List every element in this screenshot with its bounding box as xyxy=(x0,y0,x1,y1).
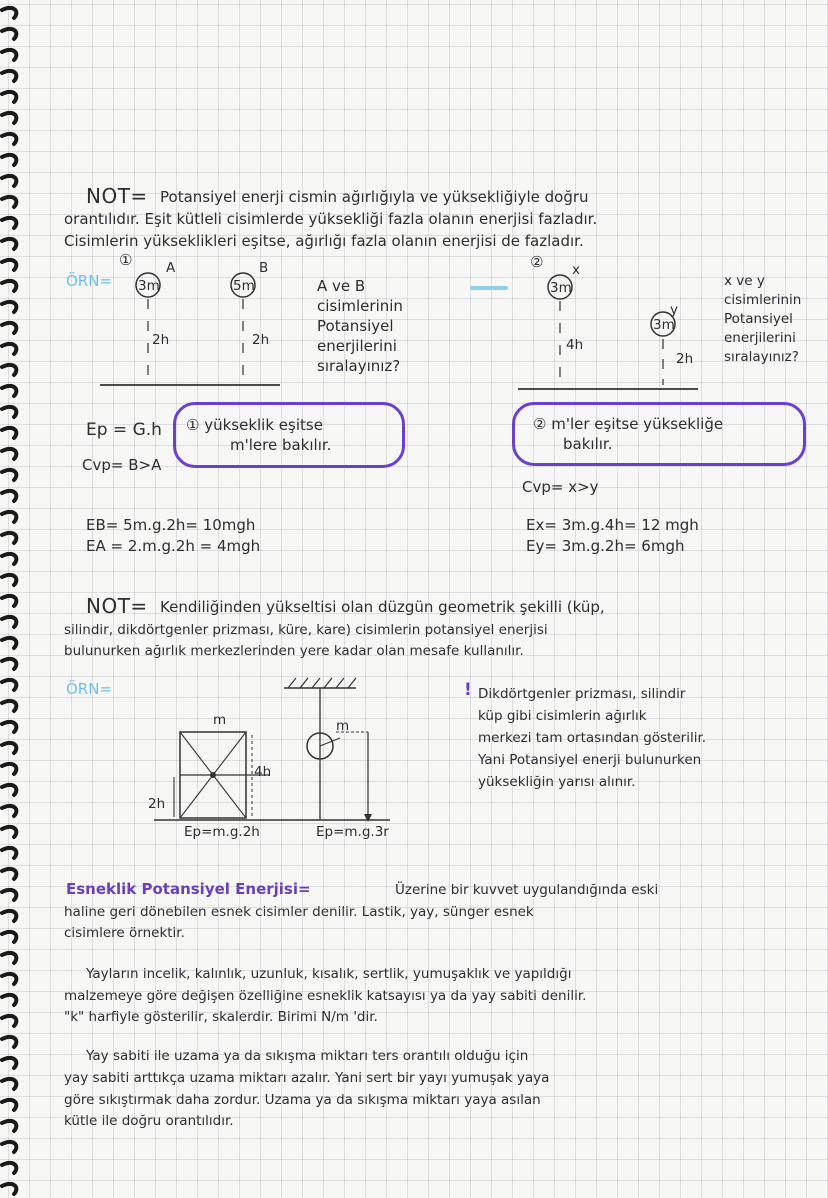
point-y-label: y xyxy=(670,302,678,318)
height-b-label: 2h xyxy=(252,332,270,348)
calc-ea: EA = 2.m.g.2h = 4mgh xyxy=(86,537,261,555)
spiral-ring xyxy=(2,575,16,585)
rule2-line: bakılır. xyxy=(563,435,613,453)
spiral-ring xyxy=(2,932,16,942)
elastic-para3-line: kütle ile doğru orantılıdır. xyxy=(64,1113,234,1129)
spiral-ring xyxy=(2,1163,16,1173)
rule1-line: ① yükseklik eşitse xyxy=(186,416,323,434)
half-height-label: 2h xyxy=(148,796,166,812)
spiral-ring xyxy=(2,449,16,459)
order-1: Cvp= B>A xyxy=(82,456,162,474)
calc-eb: EB= 5m.g.2h= 10mgh xyxy=(86,516,256,534)
spiral-ring xyxy=(2,197,16,207)
side-note-line: Yani Potansiyel enerji bulunurken xyxy=(478,752,702,768)
rule1-line: m'lere bakılır. xyxy=(230,436,332,454)
note1-line-1: Potansiyel enerji cismin ağırlığıyla ve yüksekliğiyle doğru xyxy=(160,188,589,206)
example1-question-line: A ve B xyxy=(317,277,366,295)
ball-mass-label: m xyxy=(336,718,350,734)
example2-question-line: Potansiyel xyxy=(724,311,793,327)
note1-label xyxy=(86,184,148,208)
spiral-ring xyxy=(2,533,16,543)
side-note-line: küp gibi cisimlerin ağırlık xyxy=(478,708,647,724)
spiral-ring xyxy=(2,1121,16,1131)
spiral-ring xyxy=(2,71,16,81)
spiral-ring xyxy=(2,1100,16,1110)
note1-line-3: Cisimlerin yükseklikleri eşitse, ağırlığı fazla olanın enerjisi de fazladır. xyxy=(64,232,584,250)
spiral-ring xyxy=(2,512,16,522)
spiral-ring xyxy=(2,1142,16,1152)
spiral-ring xyxy=(2,638,16,648)
spiral-ring xyxy=(2,659,16,669)
note2-line-3: bulunurken ağırlık merkezlerinden yere kadar olan mesafe kullanılır. xyxy=(64,643,524,659)
spiral-ring xyxy=(2,218,16,228)
note2-label: NOT= xyxy=(86,594,148,618)
example1-question-line: cisimlerinin xyxy=(317,297,403,315)
spiral-ring xyxy=(2,911,16,921)
example1-question-line: Potansiyel xyxy=(317,317,394,335)
example1-label: ÖRN= xyxy=(66,272,113,290)
spiral-ring xyxy=(2,428,16,438)
spiral-ring xyxy=(2,848,16,858)
spiral-binding xyxy=(0,0,22,1198)
spiral-ring xyxy=(2,134,16,144)
note2-line-2: silindir, dikdörtgenler prizması, küre, kare) cisimlerin potansiyel enerjisi xyxy=(64,622,548,638)
order-2: Cvp= x>y xyxy=(522,478,599,496)
spiral-ring xyxy=(2,1016,16,1026)
spiral-ring xyxy=(2,239,16,249)
center-of-mass xyxy=(210,772,216,778)
spiral-ring xyxy=(2,617,16,627)
spiral-ring xyxy=(2,281,16,291)
spiral-ring xyxy=(2,113,16,123)
spiral-ring xyxy=(2,470,16,480)
elastic-para1-line: cisimlere örnektir. xyxy=(64,925,185,941)
spiral-ring xyxy=(2,1058,16,1068)
spiral-ring xyxy=(2,92,16,102)
side-note-line: yüksekliğin yarısı alınır. xyxy=(478,774,636,790)
example1-diagram xyxy=(100,255,300,395)
example2-number: ② xyxy=(530,253,544,271)
example2-question-line: enerjilerini xyxy=(724,330,796,346)
spiral-ring xyxy=(2,50,16,60)
note2-line-1: Kendiliğinden yükseltisi olan düzgün geometrik şekilli (küp, xyxy=(160,598,605,616)
example1-question-line: enerjilerini xyxy=(317,337,397,355)
spiral-ring xyxy=(2,260,16,270)
side-note-line: Dikdörtgenler prizması, silindir xyxy=(478,686,686,702)
warning-icon: ! xyxy=(464,680,472,700)
rule2-text xyxy=(533,414,723,454)
spiral-ring xyxy=(2,764,16,774)
mass-b-label: 5m xyxy=(233,278,255,294)
spiral-ring xyxy=(2,995,16,1005)
ceiling-hatch xyxy=(288,678,356,688)
example2-question xyxy=(724,272,801,367)
height-a-label: 2h xyxy=(152,332,170,348)
ep-box-label: Ep=m.g.2h xyxy=(184,824,260,840)
spiral-ring xyxy=(2,596,16,606)
spiral-ring xyxy=(2,1037,16,1047)
mass-y-label: 3m xyxy=(653,317,675,333)
elastic-title: Esneklik Potansiyel Enerjisi= xyxy=(66,880,311,898)
spiral-ring xyxy=(2,176,16,186)
example2-diagram xyxy=(518,255,718,395)
spiral-ring xyxy=(2,554,16,564)
separator-dash xyxy=(470,284,510,292)
example3-side-note xyxy=(478,683,706,793)
example1-number: ① xyxy=(119,251,133,269)
elastic-para1-line: Üzerine bir kuvvet uygulandığında eski xyxy=(395,882,659,898)
elastic-para3-line: Yay sabiti ile uzama ya da sıkışma miktarı ters orantılı olduğu için xyxy=(86,1048,529,1064)
spiral-ring xyxy=(2,155,16,165)
spiral-ring xyxy=(2,8,16,18)
spiral-ring xyxy=(2,785,16,795)
example1-question xyxy=(317,276,403,376)
ep-ball-label: Ep=m.g.3r xyxy=(316,824,389,840)
rule2-line: ② m'ler eşitse yüksekliğe xyxy=(533,415,724,433)
spiral-ring xyxy=(2,869,16,879)
example3-diagram xyxy=(140,680,430,840)
calc-ex: Ex= 3m.g.4h= 12 mgh xyxy=(526,516,699,534)
spiral-ring xyxy=(2,386,16,396)
spiral-ring xyxy=(2,680,16,690)
side-note-line: merkezi tam ortasından gösterilir. xyxy=(478,730,707,746)
mass-x-label: 3m xyxy=(550,280,572,296)
box-height-label: 4h xyxy=(254,764,272,780)
rule1-text xyxy=(186,415,331,455)
spiral-ring xyxy=(2,701,16,711)
example1-question-line: sıralayınız? xyxy=(317,357,401,375)
spiral-ring xyxy=(2,974,16,984)
spiral-ring xyxy=(2,806,16,816)
mass-a-label: 3m xyxy=(138,278,160,294)
ball-radius xyxy=(320,738,340,746)
elastic-para2-line: "k" harfiyle gösterilir, skalerdir. Birimi N/m 'dir. xyxy=(64,1009,378,1025)
spiral-ring xyxy=(2,827,16,837)
example3-label: ÖRN= xyxy=(66,680,113,698)
spiral-ring xyxy=(2,1079,16,1089)
spiral-ring xyxy=(2,407,16,417)
spiral-ring xyxy=(2,344,16,354)
calc-ey: Ey= 3m.g.2h= 6mgh xyxy=(526,537,685,555)
spiral-ring xyxy=(2,953,16,963)
spiral-ring xyxy=(2,29,16,39)
spiral-ring xyxy=(2,365,16,375)
spiral-ring xyxy=(2,491,16,501)
spiral-ring xyxy=(2,323,16,333)
example2-question-line: sıralayınız? xyxy=(724,349,799,365)
elastic-para2-line: malzemeye göre değişen özelliğine esneklik katsayısı ya da yay sabiti denilir. xyxy=(64,988,587,1004)
spiral-ring xyxy=(2,743,16,753)
height-x-label: 4h xyxy=(566,337,584,353)
point-a-label: A xyxy=(166,260,176,276)
spiral-ring xyxy=(2,1184,16,1194)
spiral-ring xyxy=(2,722,16,732)
ep-formula: Ep = G.h xyxy=(86,420,162,440)
elastic-para3-line: göre sıkıştırmak daha zordur. Uzama ya da sıkışma miktarı yaya asılan xyxy=(64,1092,541,1108)
elastic-para2-line: Yayların incelik, kalınlık, uzunluk, kısalık, sertlik, yumuşaklık ve yapıldığı xyxy=(86,966,572,982)
spiral-ring xyxy=(2,890,16,900)
example2-question-line: x ve y xyxy=(724,273,765,289)
box-mass-label: m xyxy=(213,712,227,728)
spiral-ring xyxy=(2,302,16,312)
note1-label-text: NOT= xyxy=(86,184,148,208)
point-b-label: B xyxy=(259,260,269,276)
point-x-label: x xyxy=(572,262,580,278)
example2-question-line: cisimlerinin xyxy=(724,292,802,308)
note1-line-2: orantılıdır. Eşit kütleli cisimlerde yüksekliği fazla olanın enerjisi fazladır. xyxy=(64,210,598,228)
elastic-para1-line: haline geri dönebilen esnek cisimler denilir. Lastik, yay, sünger esnek xyxy=(64,904,534,920)
elastic-para3-line: yay sabiti arttıkça uzama miktarı azalır. Yani sert bir yayı yumuşak yaya xyxy=(64,1070,550,1086)
height-y-label: 2h xyxy=(676,351,694,367)
